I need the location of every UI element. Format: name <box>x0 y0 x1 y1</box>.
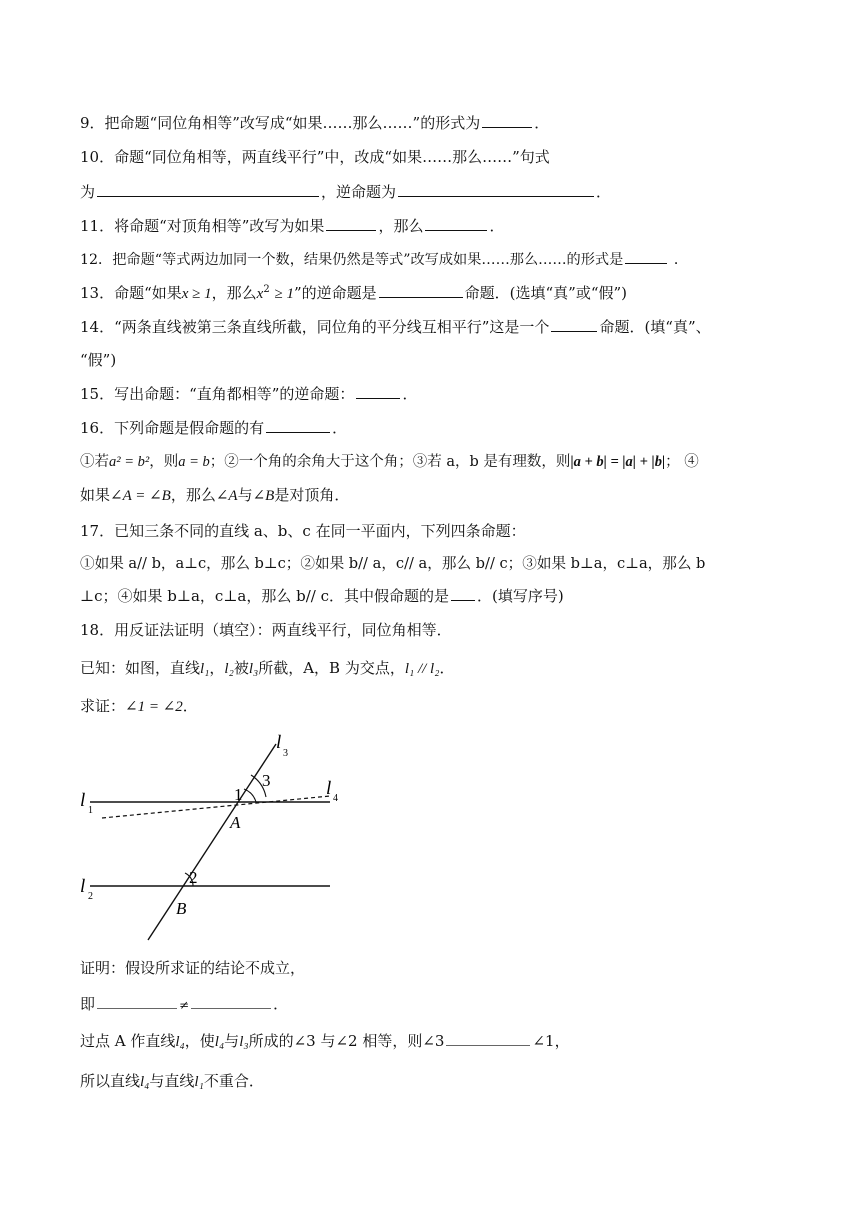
question-16-line1 <box>80 417 800 439</box>
proof-blank-2[interactable] <box>191 994 271 1009</box>
q17-items: ①如果 a// b，a⊥c，那么 b⊥c；②如果 b// a，c// a，那么 b// c；③如果 b⊥a，c⊥a，那么 b <box>80 555 706 572</box>
line-l4 <box>102 796 330 818</box>
q16-equation-3: |a + b| = |a| + |b| <box>570 454 666 470</box>
q18-known-prefix: 已知：如图，直线 <box>80 659 201 677</box>
proof3-prefix: 过点 A 作直线 <box>80 1032 176 1050</box>
q15-text: 15．写出命题：“直角都相等”的逆命题： <box>80 385 355 403</box>
label-angle-2: 2 <box>189 868 198 887</box>
q9-text: 9．把命题“同位角相等”改写成“如果……那么……”的形式为 <box>80 114 481 132</box>
q14-answer-blank[interactable] <box>551 317 597 332</box>
q18-line-l3: l₃ <box>248 661 259 677</box>
q18-text: 18．用反证法证明（填空）：两直线平行，同位角相等． <box>80 621 452 639</box>
q17-text: 17．已知三条不同的直线 a、b、c 在同一平面内，下列四条命题： <box>80 522 526 540</box>
proof-not-equal: ≠ <box>179 998 190 1012</box>
label-l4-sub: 4 <box>333 793 338 804</box>
question-11 <box>80 215 800 237</box>
proof2-prefix: 即 <box>80 995 96 1013</box>
proof3-a: ，使 <box>184 1032 215 1050</box>
question-14-line2 <box>80 349 800 371</box>
q13-prefix: 13．命题“如果 <box>80 284 182 302</box>
question-10-line1 <box>80 146 800 168</box>
question-12 <box>80 249 800 271</box>
q18-prove-equation: ∠1 = ∠2 <box>125 699 183 715</box>
q13-mid2: ”的逆命题是 <box>293 284 377 302</box>
q11-mid: ，那么 <box>378 217 424 235</box>
question-15 <box>80 383 800 405</box>
label-point-a: A <box>230 813 241 832</box>
q16-suffix: ． <box>332 419 348 437</box>
question-18-prove <box>80 695 800 718</box>
q16-angle-a: ∠A <box>215 488 238 504</box>
proof3-line-l4: l₄ <box>175 1034 185 1050</box>
question-17-line3 <box>80 585 800 607</box>
q16-item4-prefix: 如果 <box>80 486 111 504</box>
q13-condition: x ≥ 1 <box>181 286 212 302</box>
proof4-line-l4: l₄ <box>140 1074 150 1090</box>
q13-conclusion-rest: ≥ 1 <box>274 286 294 302</box>
q10-suffix: ． <box>596 183 612 201</box>
q16-equation-1: a² = b² <box>109 454 150 470</box>
q18-line-l2: l₂ <box>224 661 234 677</box>
proof-assumption: 证明：假设所求证的结论不成立， <box>80 959 306 977</box>
question-18-known <box>80 657 800 680</box>
q11-answer-blank-1[interactable] <box>326 216 376 231</box>
q14-options: “假”) <box>80 351 117 369</box>
q9-suffix: ． <box>534 114 550 132</box>
proof-blank-3[interactable] <box>446 1031 530 1046</box>
proof-line-3 <box>80 1030 800 1053</box>
q18-known-mid1: 被 <box>233 659 249 677</box>
question-13 <box>80 282 800 305</box>
q12-text: 12．把命题“等式两边加同一个数，结果仍然是等式”改写成如果……那么……的形式是 <box>80 252 624 268</box>
q10-mid: ，逆命题为 <box>321 183 397 201</box>
q16-item4-suffix: 是对顶角． <box>274 486 350 504</box>
q13-conclusion-var: x <box>256 286 264 302</box>
q18-parallel-condition: l₁ // l₂ <box>404 661 440 677</box>
geometry-figure <box>78 730 378 950</box>
q16-item1-prefix: ①若 <box>80 454 109 470</box>
label-l1-sub: 1 <box>88 805 93 816</box>
question-17-line1 <box>80 520 800 542</box>
q16-text: 16．下列命题是假命题的有 <box>80 419 265 437</box>
q12-answer-blank[interactable] <box>625 249 667 264</box>
q16-angle-b: ∠B <box>252 488 275 504</box>
label-l4: l <box>326 778 332 799</box>
q18-prove-suffix: ． <box>182 697 198 715</box>
q17-items-cont: ⊥c；④如果 b⊥a，c⊥a，那么 b// c．其中假命题的是 <box>80 587 450 605</box>
q11-answer-blank-2[interactable] <box>425 216 487 231</box>
q13-exponent: 2 <box>263 284 270 295</box>
label-l2-sub: 2 <box>88 891 93 902</box>
q16-equation-2: a = b <box>178 454 210 470</box>
q16-item1-mid: ，则 <box>149 454 179 470</box>
question-10-line2 <box>80 181 800 203</box>
proof3-b: 与 <box>224 1032 240 1050</box>
question-14-line1 <box>80 316 800 338</box>
q10-prefix: 为 <box>80 183 96 201</box>
proof3-suffix: ∠1， <box>532 1032 570 1050</box>
q14-suffix: 命题．(填“真”、 <box>599 318 711 336</box>
proof-blank-1[interactable] <box>97 994 177 1009</box>
q11-suffix: ． <box>489 217 505 235</box>
q16-equation-4: ∠A = ∠B <box>110 488 171 504</box>
proof3-line-l3: l₃ <box>239 1034 249 1050</box>
proof-line-1 <box>80 957 800 979</box>
proof3-c: 所成的∠3 与∠2 相等，则∠3 <box>248 1032 445 1050</box>
label-l3-sub: 3 <box>283 748 288 759</box>
q17-suffix: ．(填写序号) <box>477 587 564 605</box>
proof4-suffix: 不重合． <box>203 1072 264 1090</box>
q13-answer-blank[interactable] <box>379 283 463 298</box>
q14-text: 14．“两条直线被第三条直线所截，同位角的平分线互相平行”这是一个 <box>80 318 550 336</box>
proof-line-4 <box>80 1070 800 1093</box>
q9-answer-blank[interactable] <box>482 113 532 128</box>
q11-text: 11．将命题“对顶角相等”改写为如果 <box>80 217 325 235</box>
q10-answer-blank-2[interactable] <box>398 182 594 197</box>
question-16-line3 <box>80 484 800 507</box>
q10-answer-blank-1[interactable] <box>97 182 319 197</box>
question-18-line1 <box>80 619 800 641</box>
q17-answer-blank[interactable] <box>451 586 475 601</box>
q18-known-mid2: 所截，A，B 为交点， <box>258 659 405 677</box>
line-l3 <box>148 744 276 940</box>
q18-sep: ， <box>209 659 225 677</box>
label-l2: l <box>80 876 86 897</box>
q18-line-l1: l₁ <box>200 661 210 677</box>
q18-known-suffix: ． <box>439 659 455 677</box>
question-16-line2 <box>80 451 800 473</box>
proof4-mid: 与直线 <box>149 1072 195 1090</box>
q15-answer-blank[interactable] <box>356 384 400 399</box>
q16-items-text: ；②一个角的余角大于这个角；③若 a，b 是有理数，则 <box>209 454 571 470</box>
question-9 <box>80 112 800 134</box>
q16-item4-marker: ； ④ <box>665 454 699 470</box>
label-angle-1: 1 <box>234 785 243 804</box>
question-17-line2 <box>80 553 800 575</box>
proof4-prefix: 所以直线 <box>80 1072 141 1090</box>
q16-answer-blank[interactable] <box>266 418 330 433</box>
q13-mid: ，那么 <box>211 284 257 302</box>
q16-item4-mid: ，那么 <box>170 486 216 504</box>
proof2-suffix: ． <box>273 995 289 1013</box>
label-point-b: B <box>176 899 187 918</box>
label-angle-3: 3 <box>262 771 271 790</box>
proof4-line-l1: l₁ <box>194 1074 204 1090</box>
label-l1: l <box>80 790 86 811</box>
proof-line-2 <box>80 993 800 1016</box>
q13-suffix: 命题．(选填“真”或“假”) <box>464 284 628 302</box>
q15-suffix: ． <box>402 385 418 403</box>
proof3-line-l4-b: l₄ <box>214 1034 225 1050</box>
q18-prove-prefix: 求证： <box>80 697 126 715</box>
label-l3: l <box>276 732 282 753</box>
q10-text: 10．命题“同位角相等，两直线平行”中，改成“如果……那么……”句式 <box>80 148 550 166</box>
q12-suffix: ． <box>673 252 689 268</box>
q16-item4-and: 与 <box>237 486 253 504</box>
